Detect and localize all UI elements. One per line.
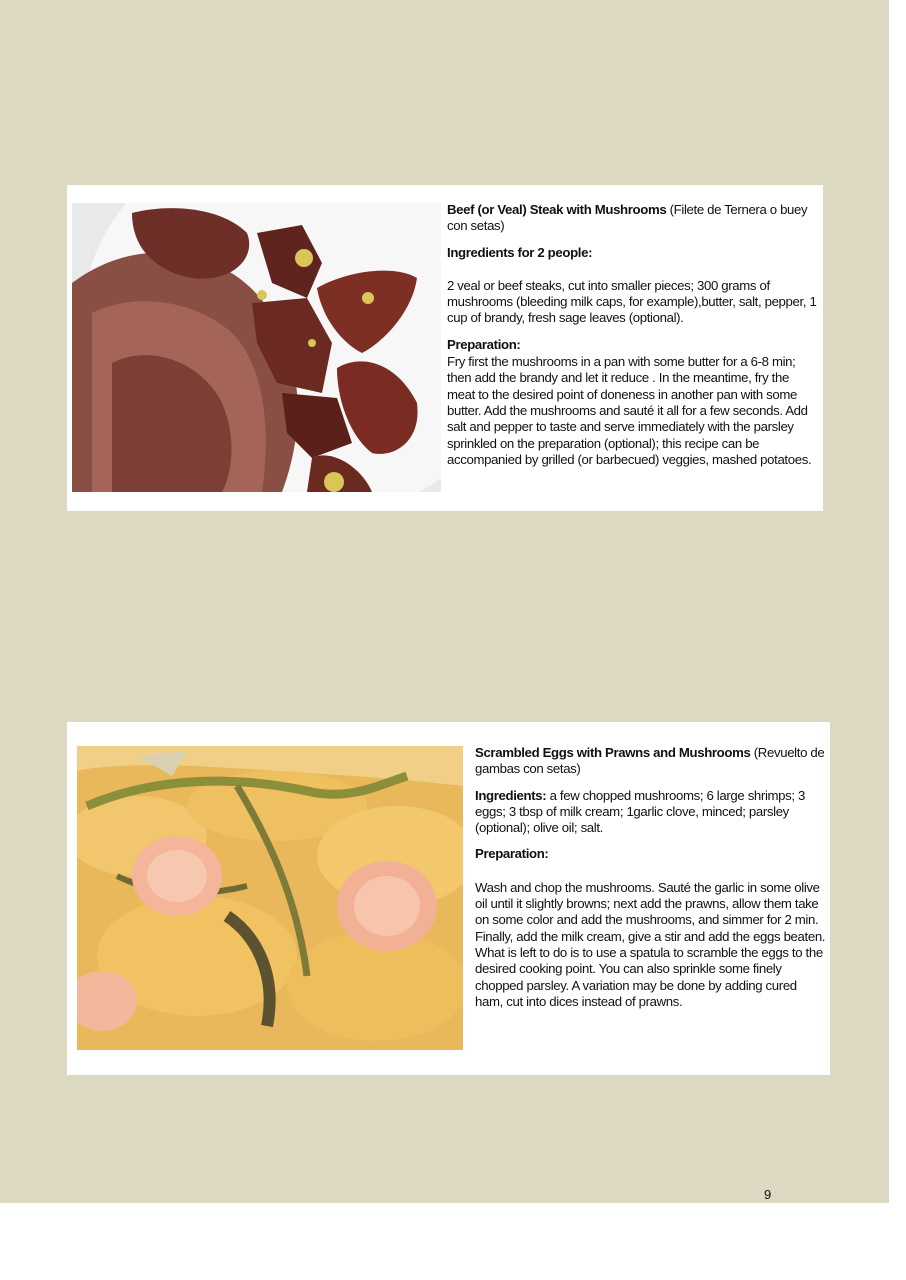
recipe-title [475,745,827,778]
recipe-text-scrambled-eggs [475,745,827,1020]
recipe-title-bold: Scrambled Eggs with Prawns and Mushrooms [475,745,751,760]
preparation-heading [475,846,827,862]
ingredients-text: a few chopped mushrooms; 6 large shrimps; 3 eggs; 3 tbsp of milk cream; 1garlic clove, minced; parsley (optional); olive oil; salt. [475,787,806,836]
preparation-heading-text: Preparation: [475,846,549,862]
preparation-heading-text: Preparation: [447,336,521,352]
preparation-text: Fry first the mushrooms in a pan with some butter for a 6-8 min; then add the brandy and let it reduce . In the meantime, fry the meat to the desired point of doneness in another pan with some butter. Add the mushrooms and sauté it all for a few seconds. Add salt and pepper to taste and serve immediately with the parsley sprinkled on the preparation (optional); this recipe can be accompanied by grilled (or barbecued) veggies, mashed potatoes. [447,354,812,467]
recipe-title-bold: Beef (or Veal) Steak with Mushrooms [447,202,667,217]
recipe-subtitle: (Revuelto de gambas con setas) [475,745,825,777]
recipe-title [447,202,819,235]
recipe-text-steak [447,202,819,478]
recipe-subtitle: (Filete de Ternera o buey con setas) [447,202,808,234]
ingredients-heading-text: Ingredients: [475,787,547,803]
ingredients-paragraph [475,788,827,837]
recipe-card-steak [67,185,823,511]
preparation-text: Wash and chop the mushrooms. Sauté the garlic in some olive oil until it slightly browns; next add the prawns, allow them take on some color and add the mushrooms, and simmer for 2 min. Finally, add the milk cream, give a stir and add the eggs beaten. What is left to do is to use a spatula to scramble the eggs to the desired cooking point. You can also sprinkle some finely chopped parsley. A variation may be done by adding cured ham, cut into dices instead of prawns. [475,879,826,1009]
recipe-card-scrambled-eggs [67,722,830,1075]
ingredients-heading [447,245,819,261]
ingredients-heading-text: Ingredients for 2 people: [447,244,593,260]
preparation-heading [447,337,819,353]
ingredients-text: 2 veal or beef steaks, cut into smaller pieces; 300 grams of mushrooms (bleeding milk caps, for example),butter, salt, pepper, 1 cup of brandy, fresh sage leaves (optional). [447,277,817,326]
page-number: 9 [764,1187,772,1202]
steak-mushrooms-photo [72,203,441,492]
scrambled-eggs-prawns-photo [77,746,463,1050]
